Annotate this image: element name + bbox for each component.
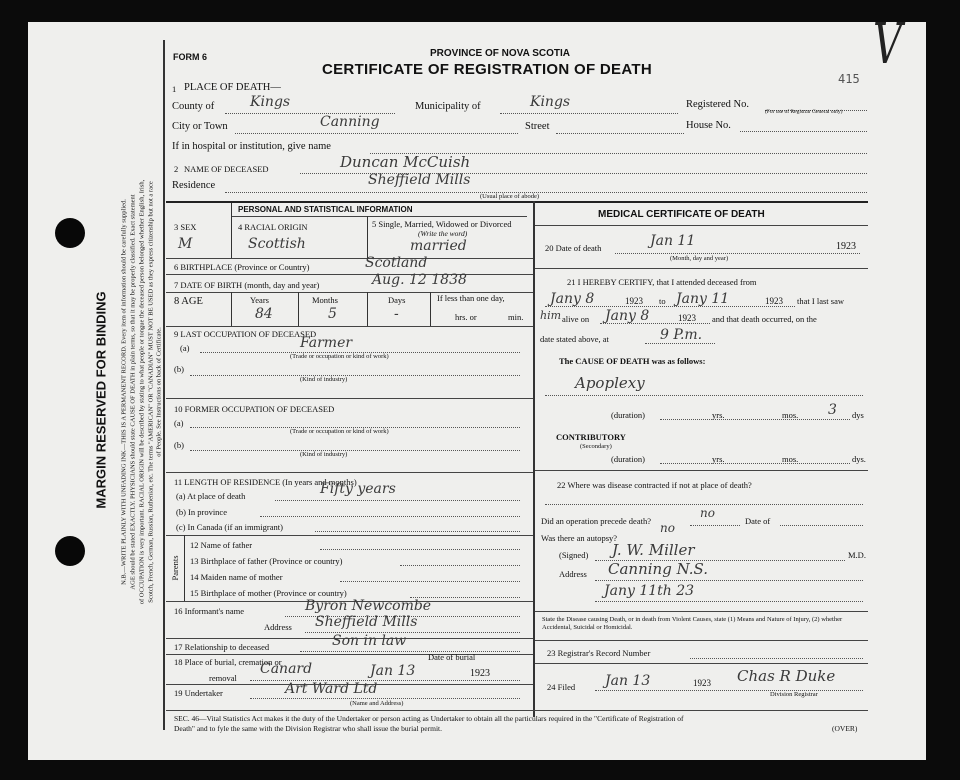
house-no-label: House No. (686, 120, 731, 131)
instructions-line-4: Scotch, French, German, Russian, Ruthenian, etc. The terms "AMERICAN" OR "CANADIAN" MUST NOT BE USED as they express citizenship but not a race (147, 181, 155, 603)
death-year-value: 1923 (836, 241, 856, 252)
racial-origin-label: 4 RACIAL ORIGIN (238, 222, 308, 232)
cause-line (545, 395, 863, 396)
contracted-label: 22 Where was disease contracted if not at place of death? (557, 480, 752, 490)
medical-row-line-3 (535, 611, 868, 612)
last-occupation-b: (b) (174, 364, 184, 374)
row-line-6 (166, 472, 533, 473)
duration-line (660, 419, 850, 420)
father-name-label: 12 Name of father (190, 540, 253, 550)
former-occupation-label: 10 FORMER OCCUPATION OF DECEASED (174, 404, 335, 414)
death-occurred-label: and that death occurred, on the (712, 314, 817, 324)
duration-yrs-label: yrs. (712, 410, 725, 420)
registrar-note: (For use of Registrar General only) (765, 109, 843, 115)
certify-label: 21 I HEREBY CERTIFY, that I attended deceased from (567, 277, 757, 287)
medical-row-line-5 (535, 663, 868, 664)
parents-divider (184, 535, 185, 601)
secondary-note: (Secondary) (580, 443, 612, 450)
hospital-label: If in hospital or institution, give name (172, 141, 331, 152)
medical-row-line-1 (535, 268, 868, 269)
trade-note-2: (Trade or occupation or kind of work) (290, 428, 389, 435)
city-line (235, 133, 518, 134)
industry-note: (Kind of industry) (300, 376, 348, 383)
attended-to-value: Jany 11 (676, 291, 730, 307)
in-canada-line (315, 531, 520, 532)
burial-date-label: Date of burial (428, 652, 476, 662)
former-industry-line (190, 450, 520, 451)
signed-label: (Signed) (559, 550, 589, 560)
address-line (595, 580, 863, 581)
operation-date-label: Date of (745, 516, 771, 526)
binding-margin-label: MARGIN RESERVED FOR BINDING (93, 291, 109, 509)
division-registrar-label: Division Registrar (770, 691, 818, 698)
over-label: (OVER) (832, 724, 858, 733)
autopsy-value: no (660, 521, 675, 535)
last-occupation-value: Farmer (300, 335, 353, 351)
industry-line (190, 375, 520, 376)
minutes-label: min. (508, 312, 524, 322)
in-canada-label: (c) In Canada (if an immigrant) (176, 522, 283, 532)
alive-on-value: Jany 8 (605, 308, 650, 324)
at-place-line (275, 500, 520, 501)
row-line-10 (166, 654, 533, 655)
burial-place-label: 18 Place of burial, cremation or (174, 657, 282, 667)
section-divider (166, 201, 868, 203)
attended-to-year: 1923 (765, 296, 783, 306)
duration-dys-label: dys (852, 410, 864, 420)
marital-value: married (410, 238, 467, 254)
years-value: 84 (255, 306, 273, 322)
informant-address-label: Address (264, 622, 292, 632)
place-of-death-heading: PLACE OF DEATH— (184, 82, 281, 93)
medical-row-line-4 (535, 640, 868, 641)
racial-origin-value: Scottish (248, 236, 306, 252)
time-line (645, 343, 715, 344)
age-divider-1 (231, 292, 232, 326)
row-line-5 (166, 398, 533, 399)
mother-name-label: 14 Maiden name of mother (190, 572, 283, 582)
medical-certificate-heading: MEDICAL CERTIFICATE OF DEATH (598, 209, 765, 220)
former-occupation-a: (a) (174, 418, 184, 428)
former-occupation-b: (b) (174, 440, 184, 450)
operation-line (690, 525, 740, 526)
relationship-line (300, 651, 520, 652)
physician-address-value: Canning N.S. (608, 560, 709, 578)
row-line-1 (166, 258, 533, 259)
autopsy-label: Was there an autopsy? (541, 533, 618, 543)
binder-hole-bottom (55, 536, 85, 566)
operation-label: Did an operation precede death? (541, 516, 651, 526)
age-label: 8 AGE (174, 296, 203, 307)
industry-note-2: (Kind of industry) (300, 451, 348, 458)
days-value: - (394, 306, 399, 322)
cause-of-death-value: Apoplexy (575, 374, 645, 392)
alive-year: 1923 (678, 313, 696, 323)
county-label: County of (172, 101, 215, 112)
months-value: 5 (328, 306, 337, 322)
months-label: Months (312, 295, 338, 305)
footer-line (166, 710, 868, 711)
burial-place-value: Canard (260, 661, 313, 677)
undertaker-value: Art Ward Ltd (285, 681, 378, 697)
less-than-day-label: If less than one day, (437, 293, 505, 303)
sec46-text-cont: Death" and to fyle the same with the Division Registrar who shall issue the burial permit. (174, 724, 443, 733)
contracted-line (545, 504, 863, 505)
date-of-death-label: 20 Date of death (545, 243, 602, 253)
date-of-death-line (615, 253, 860, 254)
row-line-2 (166, 274, 533, 275)
binder-hole-top (55, 218, 85, 248)
duration-days-value: 3 (828, 402, 837, 418)
street-line (556, 133, 684, 134)
last-saw-label: that I last saw (797, 296, 844, 306)
registered-no-label: Registered No. (686, 99, 749, 110)
days-label: Days (388, 295, 406, 305)
age-divider-2 (298, 292, 299, 326)
to-label: to (659, 296, 666, 306)
operation-date-line (780, 525, 863, 526)
him-value: him (540, 309, 562, 322)
province-heading: PROVINCE OF NOVA SCOTIA (430, 48, 571, 59)
certificate-number: 415 (838, 72, 860, 86)
instructions-line-3: of OCCUPATION is very important. RACIAL ORIGIN will be described by stating to what people or tongue the deceased person belonged whether English, Irish, (138, 179, 146, 605)
years-label: Years (250, 295, 269, 305)
physician-address-label: Address (559, 569, 587, 579)
at-place-label: (a) At place of death (176, 491, 246, 501)
personal-info-heading: PERSONAL AND STATISTICAL INFORMATION (238, 205, 413, 214)
father-birthplace-label: 13 Birthplace of father (Province or country) (190, 556, 343, 566)
municipality-value: Kings (530, 94, 571, 110)
informant-value: Byron Newcombe (305, 598, 432, 614)
physician-signature: J. W. Miller (612, 541, 695, 559)
attended-from-year: 1923 (625, 296, 643, 306)
alive-on-line (600, 323, 710, 324)
duration2-line (660, 463, 850, 464)
dob-label: 7 DATE OF BIRTH (month, day and year) (174, 280, 320, 290)
operation-value: no (700, 506, 715, 520)
sex-race-divider (231, 203, 232, 258)
age-divider-3 (367, 292, 368, 326)
sec46-text: SEC. 46—Vital Statistics Act makes it the duty of the Undertaker or person acting as Undertaker to obtain all the particulars required in the "Certificate of Registration of (174, 714, 684, 723)
length-of-residence-label: 11 LENGTH OF RESIDENCE (In years and months) (174, 477, 357, 487)
removal-label: removal (209, 673, 237, 683)
filed-date-value: Jan 13 (605, 673, 651, 689)
sex-label: 3 SEX (174, 222, 197, 232)
residence-value: Sheffield Mills (368, 172, 471, 188)
age-divider-4 (430, 292, 431, 326)
race-marital-divider (367, 216, 368, 258)
registrar-signature: Chas R Duke (737, 667, 836, 685)
city-label: City or Town (172, 121, 228, 132)
instructions-line-1: N.B.—WRITE PLAINLY WITH UNFADING INK—THIS IS A PERMANENT RECORD. Every item of information should be carefully supplied. (120, 199, 128, 585)
undertaker-label: 19 Undertaker (174, 688, 223, 698)
birthplace-label: 6 BIRTHPLACE (Province or Country) (174, 262, 310, 272)
duration-label: (duration) (611, 410, 645, 420)
duration2-mos-label: mos. (782, 454, 799, 464)
cause-of-death-label: The CAUSE OF DEATH was as follows: (559, 356, 706, 366)
relationship-value: Son in law (332, 633, 407, 649)
at-place-value: Fifty years (320, 481, 396, 497)
duration2-dys-label: dys. (852, 454, 866, 464)
undertaker-line (250, 698, 520, 699)
last-occupation-label: 9 LAST OCCUPATION OF DECEASED (174, 329, 317, 339)
parents-label: Parents (170, 555, 180, 581)
name-of-deceased-label: NAME OF DECEASED (184, 164, 269, 174)
name-number: 2 (174, 164, 179, 174)
dob-value: Aug. 12 1838 (372, 272, 467, 288)
hours-label: hrs. or (455, 312, 477, 322)
instructions-line-5: of People. See Instructions on back of Certificate. (155, 327, 163, 457)
form-number: FORM 6 (173, 52, 208, 62)
burial-year-value: 1923 (470, 668, 490, 679)
last-occupation-a: (a) (180, 343, 190, 353)
attended-line (545, 306, 795, 307)
duration2-yrs-label: yrs. (712, 454, 725, 464)
marital-status-label: 5 Single, Married, Widowed or Divorced (372, 219, 512, 229)
duration2-label: (duration) (611, 454, 645, 464)
registrar-record-label: 23 Registrar's Record Number (547, 648, 651, 658)
medical-row-line-2 (535, 470, 868, 471)
father-name-line (320, 549, 520, 550)
residence-line (225, 192, 867, 193)
record-line (690, 658, 863, 659)
municipality-label: Municipality of (415, 101, 481, 112)
house-no-line (740, 131, 867, 132)
informant-label: 16 Informant's name (174, 606, 244, 616)
personal-heading-line (231, 216, 527, 217)
county-value: Kings (250, 94, 291, 110)
date-above-label: date stated above, at (540, 334, 609, 344)
filed-year-value: 1923 (693, 678, 711, 688)
father-birthplace-line (400, 565, 520, 566)
time-of-death-value: 9 P.m. (660, 327, 703, 343)
row-line-7 (166, 535, 533, 536)
in-province-line (260, 516, 520, 517)
filed-line (595, 690, 863, 691)
informant-address-value: Sheffield Mills (315, 614, 418, 630)
attended-from-value: Jany 8 (550, 291, 595, 307)
filed-label: 24 Filed (547, 682, 576, 692)
sex-value: M (178, 236, 193, 252)
in-province-label: (b) In province (176, 507, 227, 517)
certificate-title: CERTIFICATE OF REGISTRATION OF DEATH (322, 61, 652, 78)
contributory-label: CONTRIBUTORY (556, 432, 626, 442)
burial-date-value: Jan 13 (370, 663, 416, 679)
date-of-death-value: Jan 11 (650, 233, 696, 249)
birthplace-value: Scotland (365, 255, 428, 271)
duration-mos-label: mos. (782, 410, 799, 420)
relationship-label: 17 Relationship to deceased (174, 642, 270, 652)
place-heading-number: 1 (172, 84, 177, 94)
alive-on-label: alive on (562, 314, 590, 324)
instructions-line-2: AGE should be stated EXACTLY. PHYSICIANS should state CAUSE OF DEATH in plain terms, so that it may be properly classified. Exact statement (129, 194, 137, 590)
md-label: M.D. (848, 550, 866, 560)
street-label: Street (525, 121, 550, 132)
mother-birthplace-label: 15 Birthplace of mother (Province or country) (190, 588, 347, 598)
date-note: (Month, day and year) (670, 255, 729, 262)
medical-heading-line (535, 225, 868, 226)
row-line-4 (166, 326, 533, 327)
check-mark: V (873, 12, 902, 78)
city-value: Canning (320, 114, 380, 130)
physician-signed-date: Jany 11th 23 (604, 583, 695, 599)
undertaker-note: (Name and Address) (350, 700, 404, 707)
margin-divider (163, 40, 165, 730)
residence-label: Residence (172, 180, 216, 191)
deceased-name-value: Duncan McCuish (340, 153, 471, 171)
marital-note: (Write the word) (418, 229, 468, 238)
signed-date-line (595, 601, 863, 602)
violent-cause-note: State the Disease causing Death, or in death from Violent Causes, state (1) Means and Nature of Injury, (2) whether Accidental, Suicidal or Homicidal. (542, 616, 843, 631)
trade-note: (Trade or occupation or kind of work) (290, 353, 389, 360)
residence-note: (Usual place of abode) (480, 193, 540, 200)
municipality-line (500, 113, 678, 114)
mother-name-line (340, 581, 520, 582)
